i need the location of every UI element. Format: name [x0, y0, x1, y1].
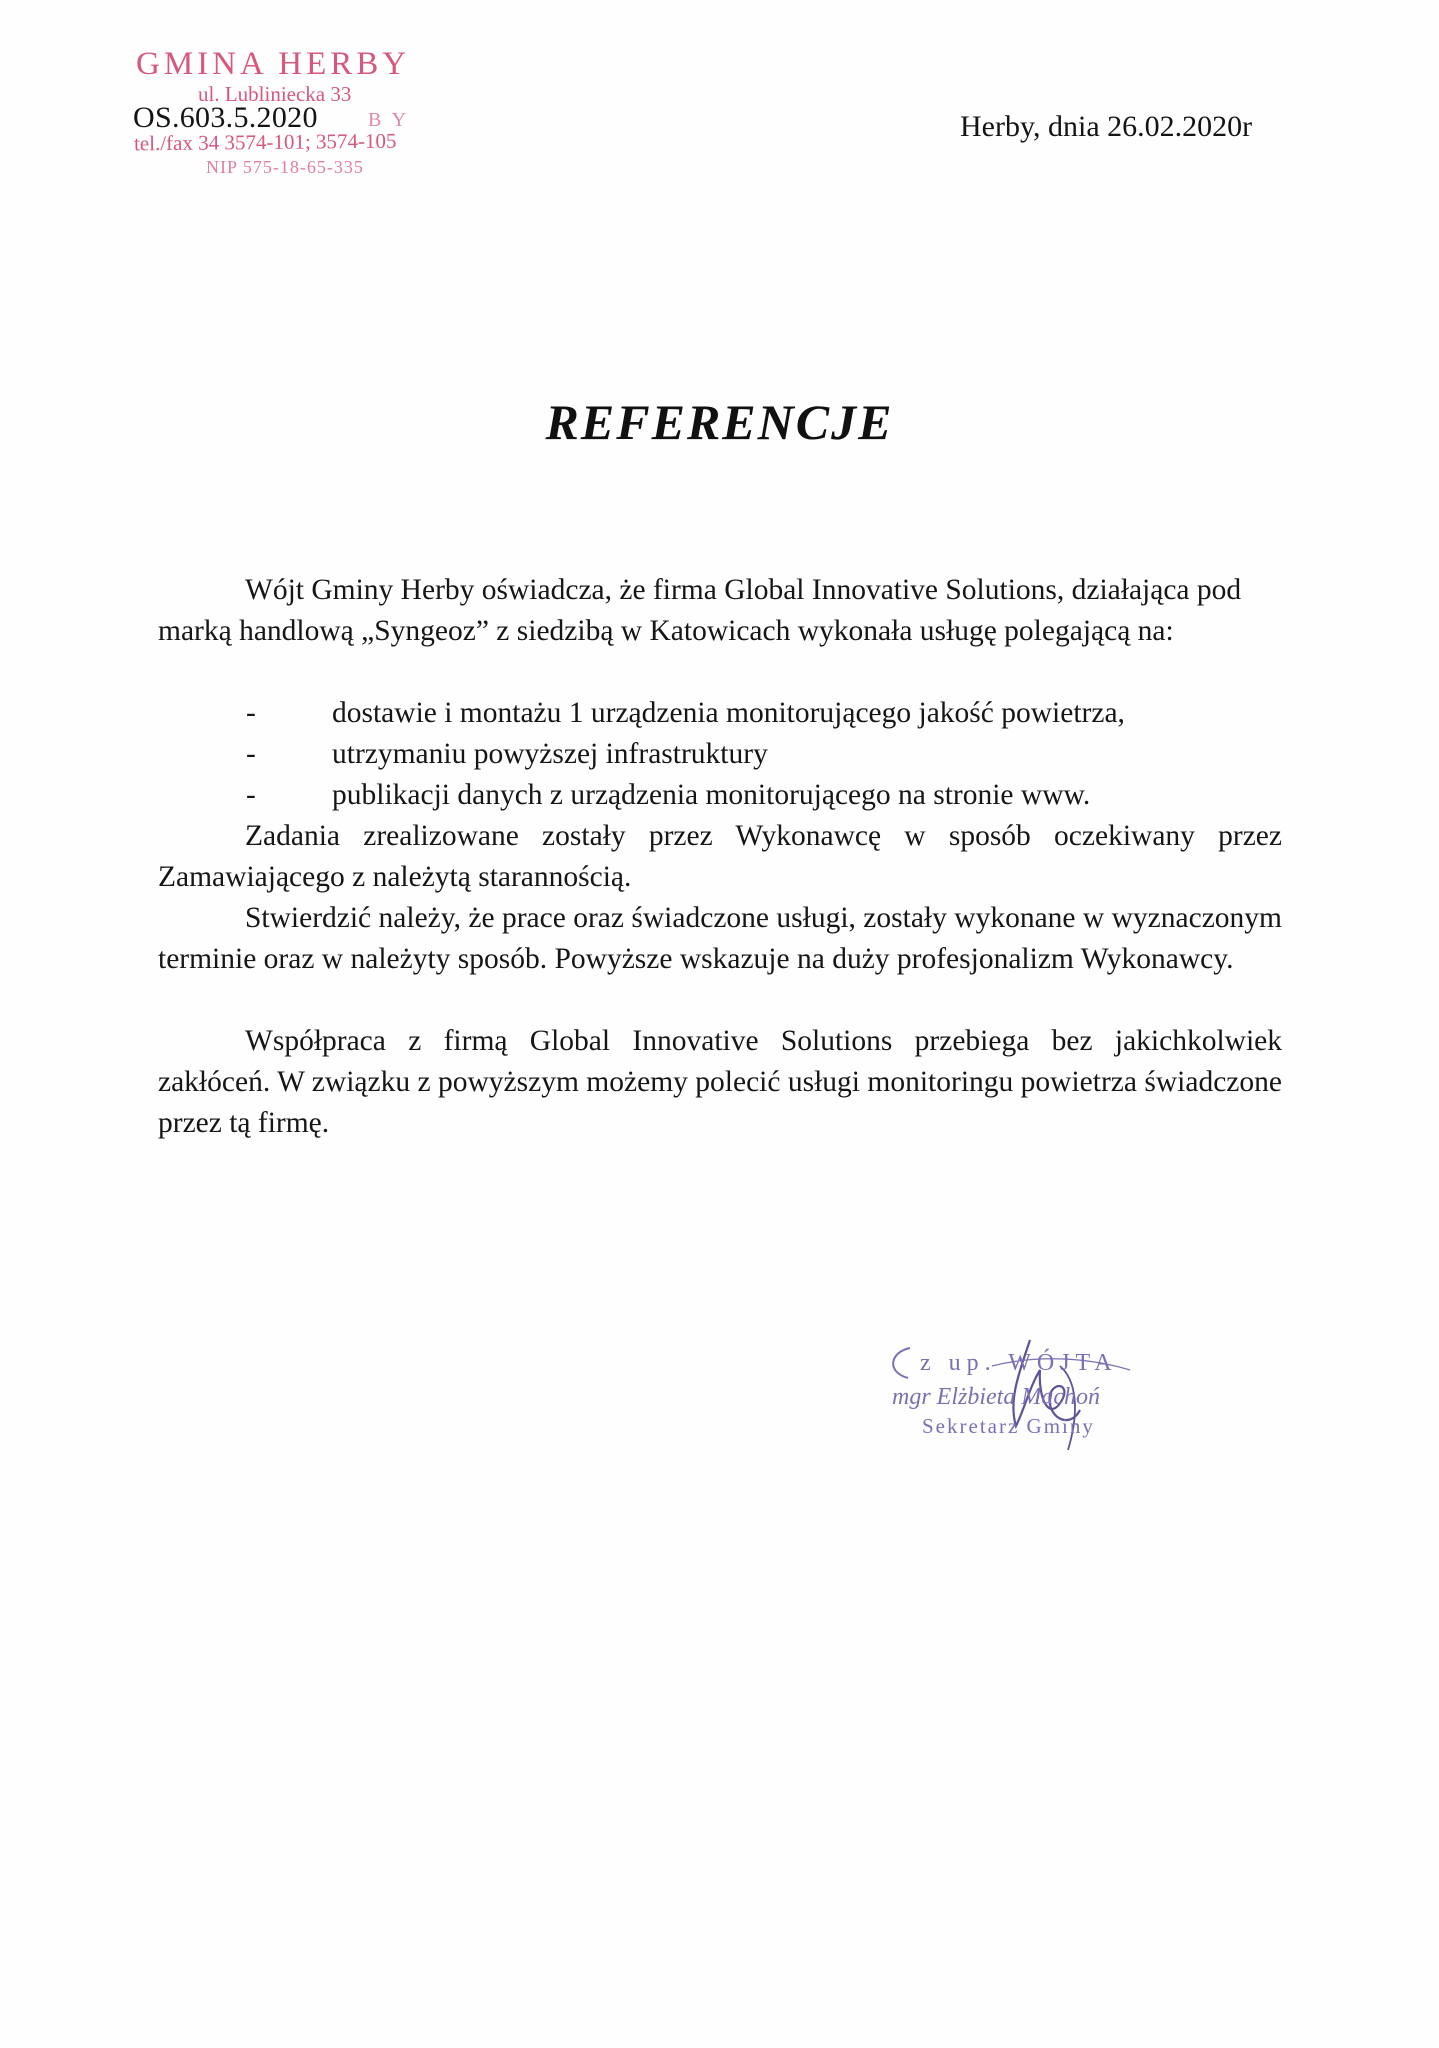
list-dash: - — [246, 697, 256, 729]
paragraph-completion: Zadania zrealizowane zostały przez Wykonawcę w sposób oczekiwany przez Zamawiającego z należytą starannością. — [158, 820, 1282, 893]
signature-stamp — [880, 1330, 1180, 1470]
list-item-text: publikacji danych z urządzenia monitorującego na stronie www. — [332, 779, 1091, 811]
reference-number: OS.603.5.2020 — [133, 101, 318, 134]
stamp-ghost-text: B Y — [368, 109, 410, 131]
stamp-nip: NIP 575-18-65-335 — [206, 157, 364, 177]
intro-paragraph: Wójt Gminy Herby oświadcza, że firma Global Innovative Solutions, działająca pod marką handlową „Syngeoz” z siedzibą w Katowicach wykonała usługę polegającą na: — [158, 574, 1242, 647]
list-dash: - — [246, 779, 256, 811]
signature-role: Sekretarz Gminy — [922, 1414, 1095, 1438]
document-title: REFERENCJE — [545, 394, 894, 450]
signature-name: mgr Elżbieta Machoń — [892, 1384, 1100, 1410]
document-date: Herby, dnia 26.02.2020r — [960, 110, 1253, 143]
stamp-title: GMINA HERBY — [136, 46, 411, 82]
paragraph-recommendation: Współpraca z firmą Global Innovative Solutions przebiega bez jakichkolwiek zakłóceń. W związku z powyższym możemy polecić usługi monitoringu powietrza świadczone przez tą firmę. — [158, 1025, 1282, 1139]
signature-authority: z up. WÓJTA — [920, 1350, 1118, 1376]
list-dash: - — [246, 738, 256, 770]
stamp-street: ul. Lubliniecka 33 — [198, 82, 352, 106]
paragraph-assessment: Stwierdzić należy, że prace oraz świadczone usługi, zostały wykonane w wyznaczonym terminie oraz w należyty sposób. Powyższe wskazuje na duży profesjonalizm Wykonawcy. — [158, 902, 1282, 975]
stamp-phone: tel./fax 34 3574-101; 3574-105 — [133, 128, 397, 156]
list-item-text: utrzymaniu powyższej infrastruktury — [332, 738, 768, 770]
list-item-text: dostawie i montażu 1 urządzenia monitorującego jakość powietrza, — [332, 697, 1125, 729]
